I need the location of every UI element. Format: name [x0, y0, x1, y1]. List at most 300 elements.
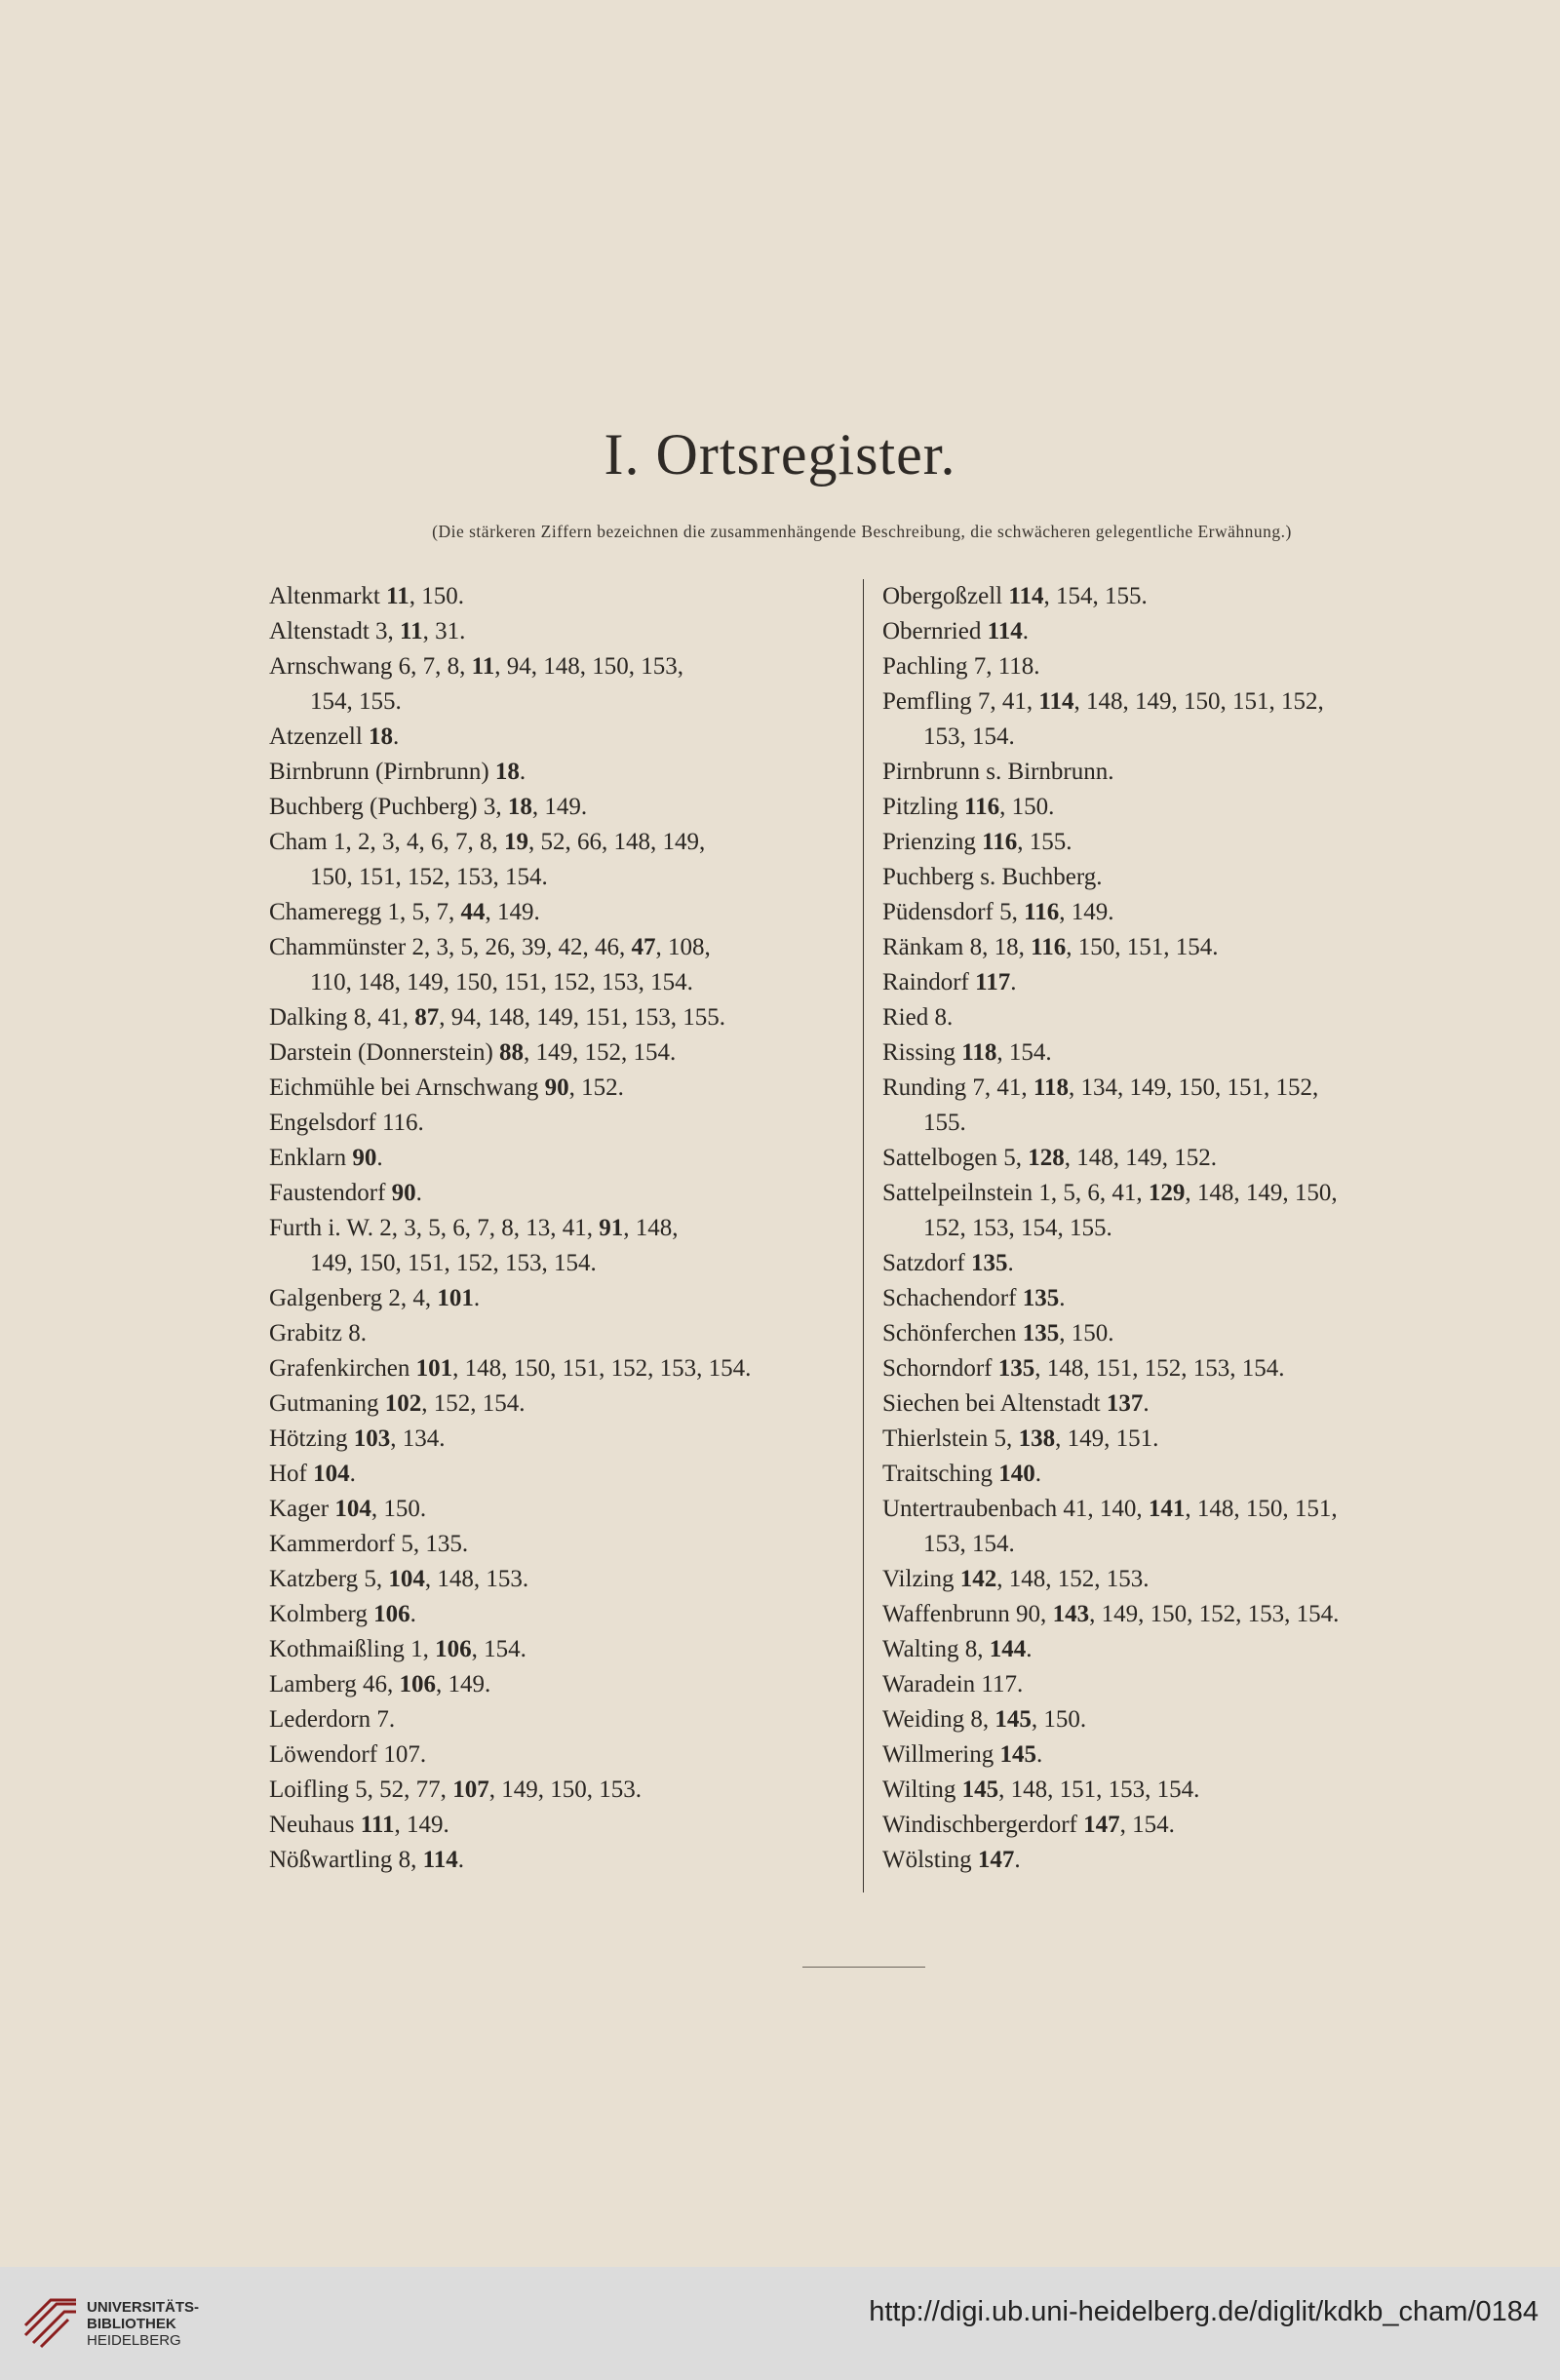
entry-text: , 148, 151, 153, 154.: [998, 1776, 1200, 1803]
main-page-reference: 101: [415, 1355, 453, 1382]
entry-text: Hof: [269, 1461, 314, 1487]
entry-text: , 149.: [531, 794, 588, 820]
main-page-reference: 106: [435, 1636, 472, 1662]
index-entry: [882, 1035, 1467, 1071]
entry-line: [269, 1351, 854, 1386]
entry-line: [269, 930, 854, 965]
main-page-reference: 114: [1008, 583, 1044, 609]
main-page-reference: 90: [544, 1074, 569, 1101]
entry-text: Altenstadt 3,: [269, 618, 401, 644]
entry-text: .: [457, 1847, 464, 1873]
entry-line: [882, 1071, 1467, 1106]
entry-text: Obergoßzell: [882, 583, 1009, 609]
entry-text: , 148, 153.: [424, 1566, 529, 1592]
entry-text: Grabitz 8.: [269, 1320, 367, 1346]
entry-text: Lamberg 46,: [269, 1671, 400, 1697]
index-entry: [269, 1035, 854, 1071]
entry-text: .: [1034, 1461, 1041, 1487]
entry-text: , 149, 150, 153.: [488, 1776, 642, 1803]
index-entry: [882, 614, 1467, 649]
entry-text: 153, 154.: [923, 723, 1015, 750]
index-entry: [269, 1562, 854, 1597]
column-divider: [863, 579, 864, 1892]
index-entry: [269, 1457, 854, 1492]
entry-line: [882, 1808, 1467, 1843]
entry-text: .: [415, 1180, 422, 1206]
index-entry: [269, 1141, 854, 1176]
ub-heidelberg-logo-icon[interactable]: [21, 2286, 80, 2349]
index-entry: [882, 860, 1467, 895]
entry-line: [269, 720, 854, 755]
entry-text: , 150.: [1031, 1706, 1087, 1733]
index-entry: [269, 614, 854, 649]
entry-line: [882, 1281, 1467, 1316]
entry-line: [882, 790, 1467, 825]
entry-text: , 149, 150, 152, 153, 154.: [1089, 1601, 1340, 1627]
entry-line: [269, 1035, 854, 1071]
entry-text: .: [1026, 1636, 1033, 1662]
index-entry: [882, 755, 1467, 790]
ub-heidelberg-logo-text[interactable]: [87, 2299, 199, 2349]
index-entry: [269, 1211, 854, 1281]
entry-text: , 148, 151, 152, 153, 154.: [1034, 1355, 1285, 1382]
entry-text: , 154.: [1119, 1812, 1175, 1838]
entry-text: , 94, 148, 150, 153,: [494, 653, 683, 680]
entry-text: Dalking 8, 41,: [269, 1004, 415, 1031]
entry-text: .: [349, 1461, 356, 1487]
entry-text: , 149.: [436, 1671, 491, 1697]
entry-text: Engelsdorf 116.: [269, 1110, 424, 1136]
entry-line: [882, 1422, 1467, 1457]
entry-line: [882, 1843, 1467, 1878]
entry-line: [269, 1597, 854, 1632]
main-page-reference: 106: [373, 1601, 410, 1627]
main-page-reference: 19: [503, 829, 528, 855]
entry-line: [269, 1843, 854, 1878]
entry-line: [882, 1316, 1467, 1351]
entry-text: .: [519, 759, 526, 785]
main-page-reference: 116: [982, 829, 1018, 855]
entry-line: [882, 1702, 1467, 1737]
entry-text: , 148, 149, 150, 151, 152,: [1073, 688, 1324, 715]
main-page-reference: 47: [631, 934, 656, 960]
main-page-reference: 145: [961, 1776, 999, 1803]
entry-text: Schachendorf: [882, 1285, 1023, 1311]
entry-text: , 155.: [1017, 829, 1072, 855]
index-entry: [882, 1808, 1467, 1843]
main-page-reference: 144: [989, 1636, 1027, 1662]
index-column-left: [269, 579, 854, 1878]
entry-text: .: [376, 1145, 383, 1171]
main-page-reference: 114: [1038, 688, 1074, 715]
main-page-reference: 118: [1033, 1074, 1069, 1101]
entry-text: Wilting: [882, 1776, 962, 1803]
entry-text: , 150.: [409, 583, 464, 609]
entry-text: Neuhaus: [269, 1812, 361, 1838]
entry-text: 149, 150, 151, 152, 153, 154.: [310, 1250, 597, 1276]
entry-line: [269, 1457, 854, 1492]
main-page-reference: 11: [471, 653, 495, 680]
main-page-reference: 117: [975, 969, 1011, 995]
entry-text: Runding 7, 41,: [882, 1074, 1034, 1101]
main-page-reference: 116: [964, 794, 1000, 820]
entry-text: Kager: [269, 1496, 335, 1522]
main-page-reference: 129: [1148, 1180, 1186, 1206]
entry-line: [882, 1246, 1467, 1281]
entry-text: , 148, 150, 151, 152, 153, 154.: [452, 1355, 752, 1382]
main-page-reference: 141: [1148, 1496, 1186, 1522]
index-entry: [269, 1737, 854, 1773]
entry-text: Waffenbrunn 90,: [882, 1601, 1053, 1627]
index-entry: [882, 1422, 1467, 1457]
main-page-reference: 145: [999, 1741, 1036, 1768]
index-entry: [882, 1176, 1467, 1246]
entry-text: Altenmarkt: [269, 583, 387, 609]
entry-line: [269, 1316, 854, 1351]
entry-text: , 149.: [1059, 899, 1114, 925]
entry-text: , 154.: [996, 1039, 1052, 1066]
index-entry: [882, 1071, 1467, 1141]
main-page-reference: 116: [1024, 899, 1060, 925]
main-page-reference: 143: [1052, 1601, 1090, 1627]
entry-text: Schorndorf: [882, 1355, 998, 1382]
entry-line: [882, 1141, 1467, 1176]
entry-line: [269, 1632, 854, 1667]
main-page-reference: 11: [386, 583, 410, 609]
entry-text: , 149, 151.: [1055, 1425, 1159, 1452]
index-entry: [269, 1281, 854, 1316]
entry-text: , 150.: [999, 794, 1055, 820]
main-page-reference: 102: [384, 1390, 422, 1417]
entry-text: Atzenzell: [269, 723, 370, 750]
entry-text: , 150.: [370, 1496, 427, 1522]
main-page-reference: 118: [961, 1039, 997, 1066]
main-page-reference: 101: [437, 1285, 474, 1311]
main-page-reference: 111: [360, 1812, 395, 1838]
entry-line: [882, 1457, 1467, 1492]
entry-line: [882, 1632, 1467, 1667]
entry-text: , 154, 155.: [1043, 583, 1148, 609]
entry-line: [269, 790, 854, 825]
entry-text: Wölsting: [882, 1847, 978, 1873]
entry-continuation-line: [269, 860, 854, 895]
entry-continuation-line: [882, 1527, 1467, 1562]
permalink-url[interactable]: http://digi.ub.uni-heidelberg.de/diglit/kdkb_cham/0184: [869, 2296, 1539, 2327]
entry-line: [882, 649, 1467, 684]
entry-text: Untertraubenbach 41, 140,: [882, 1496, 1149, 1522]
logo-line-3: HEIDELBERG: [87, 2332, 181, 2349]
main-page-reference: 90: [391, 1180, 416, 1206]
entry-line: [882, 614, 1467, 649]
index-entry: [882, 825, 1467, 860]
entry-line: [882, 579, 1467, 614]
entry-text: , 148, 149, 150,: [1185, 1180, 1338, 1206]
entry-line: [882, 965, 1467, 1000]
entry-line: [269, 755, 854, 790]
main-page-reference: 103: [353, 1425, 391, 1452]
entry-text: , 134, 149, 150, 151, 152,: [1069, 1074, 1319, 1101]
entry-text: , 148, 152, 153.: [996, 1566, 1150, 1592]
index-entry: [882, 1246, 1467, 1281]
index-entry: [882, 1843, 1467, 1878]
entry-text: Pachling 7, 118.: [882, 653, 1040, 680]
index-entry: [882, 1667, 1467, 1702]
entry-line: [269, 1281, 854, 1316]
entry-line: [269, 649, 854, 684]
entry-text: .: [1014, 1847, 1021, 1873]
index-entry: [269, 755, 854, 790]
page-title: I. Ortsregister.: [604, 422, 956, 487]
entry-text: .: [473, 1285, 481, 1311]
index-entry: [269, 1843, 854, 1878]
entry-text: Galgenberg 2, 4,: [269, 1285, 438, 1311]
entry-line: [269, 1562, 854, 1597]
main-page-reference: 135: [997, 1355, 1035, 1382]
entry-line: [269, 1176, 854, 1211]
entry-line: [269, 1737, 854, 1773]
index-entry: [882, 1351, 1467, 1386]
entry-text: , 150.: [1059, 1320, 1114, 1346]
main-page-reference: 147: [1083, 1812, 1120, 1838]
entry-line: [882, 1737, 1467, 1773]
entry-text: , 148, 149, 152.: [1064, 1145, 1218, 1171]
main-page-reference: 104: [334, 1496, 371, 1522]
entry-line: [269, 614, 854, 649]
entry-text: , 52, 66, 148, 149,: [527, 829, 706, 855]
index-entry: [882, 1597, 1467, 1632]
main-page-reference: 147: [977, 1847, 1015, 1873]
entry-text: , 149, 152, 154.: [524, 1039, 677, 1066]
main-page-reference: 18: [494, 759, 520, 785]
main-page-reference: 104: [313, 1461, 350, 1487]
entry-text: .: [410, 1601, 416, 1627]
index-entry: [269, 895, 854, 930]
entry-text: Lederdorn 7.: [269, 1706, 396, 1733]
index-entry: [269, 1351, 854, 1386]
entry-text: 152, 153, 154, 155.: [923, 1215, 1112, 1241]
entry-text: , 94, 148, 149, 151, 153, 155.: [439, 1004, 726, 1031]
main-page-reference: 128: [1028, 1145, 1065, 1171]
entry-line: [269, 1386, 854, 1422]
entry-text: Thierlstein 5,: [882, 1425, 1019, 1452]
entry-line: [269, 1492, 854, 1527]
main-page-reference: 140: [998, 1461, 1035, 1487]
entry-text: Enklarn: [269, 1145, 353, 1171]
entry-text: , 150, 151, 154.: [1066, 934, 1219, 960]
entry-text: Löwendorf 107.: [269, 1741, 427, 1768]
index-entry: [882, 1386, 1467, 1422]
entry-line: [269, 1702, 854, 1737]
main-page-reference: 135: [970, 1250, 1008, 1276]
entry-text: Püdensdorf 5,: [882, 899, 1025, 925]
entry-text: Gutmaning: [269, 1390, 385, 1417]
entry-text: Waradein 117.: [882, 1671, 1024, 1697]
entry-line: [269, 1773, 854, 1808]
index-entry: [269, 790, 854, 825]
entry-text: Satzdorf: [882, 1250, 971, 1276]
entry-text: , 152.: [568, 1074, 624, 1101]
main-page-reference: 135: [1022, 1285, 1060, 1311]
main-page-reference: 91: [599, 1215, 624, 1241]
entry-text: Traitsching: [882, 1461, 999, 1487]
entry-text: , 31.: [422, 618, 466, 644]
main-page-reference: 138: [1018, 1425, 1056, 1452]
index-entry: [269, 720, 854, 755]
entry-text: , 134.: [390, 1425, 446, 1452]
entry-text: .: [1022, 618, 1029, 644]
entry-text: , 148,: [623, 1215, 679, 1241]
viewer-footer: [0, 2267, 1560, 2380]
main-page-reference: 114: [422, 1847, 458, 1873]
entry-text: .: [1059, 1285, 1066, 1311]
logo-line-1: UNIVERSITÄTS-: [87, 2299, 200, 2316]
page-subtitle: (Die stärkeren Ziffern bezeichnen die zusammenhängende Beschreibung, die schwächeren gelegentliche Erwähnung.): [432, 522, 1292, 541]
entry-text: 153, 154.: [923, 1531, 1015, 1557]
index-entry: [269, 930, 854, 1000]
index-entry: [269, 649, 854, 720]
entry-line: [882, 1000, 1467, 1035]
entry-line: [269, 1000, 854, 1035]
index-entry: [269, 579, 854, 614]
entry-text: Vilzing: [882, 1566, 960, 1592]
main-page-reference: 87: [414, 1004, 440, 1031]
entry-line: [882, 755, 1467, 790]
entry-text: .: [1007, 1250, 1014, 1276]
entry-text: Pirnbrunn s. Birnbrunn.: [882, 759, 1114, 785]
main-page-reference: 114: [987, 618, 1023, 644]
main-page-reference: 145: [994, 1706, 1032, 1733]
entry-text: Pemfling 7, 41,: [882, 688, 1039, 715]
index-entry: [882, 1141, 1467, 1176]
main-page-reference: 90: [352, 1145, 377, 1171]
entry-text: .: [1036, 1741, 1043, 1768]
entry-continuation-line: [882, 720, 1467, 755]
index-entry: [882, 684, 1467, 755]
entry-line: [269, 1422, 854, 1457]
entry-line: [269, 1667, 854, 1702]
entry-line: [269, 1141, 854, 1176]
index-entry: [882, 1737, 1467, 1773]
entry-text: Arnschwang 6, 7, 8,: [269, 653, 472, 680]
entry-text: Chameregg 1, 5, 7,: [269, 899, 461, 925]
entry-continuation-line: [269, 1246, 854, 1281]
main-page-reference: 135: [1022, 1320, 1060, 1346]
index-entry: [882, 1457, 1467, 1492]
entry-text: Kammerdorf 5, 135.: [269, 1531, 469, 1557]
entry-line: [269, 1527, 854, 1562]
main-page-reference: 104: [388, 1566, 425, 1592]
entry-text: 155.: [923, 1110, 966, 1136]
logo-line-2: BIBLIOTHEK: [87, 2316, 176, 2332]
entry-text: , 154.: [471, 1636, 526, 1662]
entry-line: [882, 684, 1467, 720]
closing-rule: [802, 1967, 925, 1968]
entry-text: Prienzing: [882, 829, 983, 855]
index-entry: [269, 1106, 854, 1141]
index-entry: [882, 1773, 1467, 1808]
entry-text: Loifling 5, 52, 77,: [269, 1776, 453, 1803]
index-entry: [269, 1702, 854, 1737]
index-entry: [882, 1492, 1467, 1562]
entry-text: Furth i. W. 2, 3, 5, 6, 7, 8, 13, 41,: [269, 1215, 600, 1241]
entry-text: , 148, 150, 151,: [1185, 1496, 1338, 1522]
index-entry: [269, 1422, 854, 1457]
index-entry: [269, 1773, 854, 1808]
index-column-right: [882, 579, 1467, 1878]
entry-text: Raindorf: [882, 969, 976, 995]
index-entry: [882, 965, 1467, 1000]
entry-text: Walting 8,: [882, 1636, 990, 1662]
entry-text: Siechen bei Altenstadt: [882, 1390, 1107, 1417]
main-page-reference: 107: [452, 1776, 489, 1803]
index-entry: [882, 1281, 1467, 1316]
main-page-reference: 116: [1031, 934, 1067, 960]
main-page-reference: 18: [369, 723, 394, 750]
entry-text: Buchberg (Puchberg) 3,: [269, 794, 508, 820]
entry-line: [882, 1492, 1467, 1527]
entry-line: [269, 895, 854, 930]
entry-line: [882, 1773, 1467, 1808]
index-entry: [269, 1071, 854, 1106]
entry-text: , 149.: [485, 899, 540, 925]
entry-line: [882, 895, 1467, 930]
entry-text: Rissing: [882, 1039, 962, 1066]
entry-line: [882, 1562, 1467, 1597]
entry-text: Grafenkirchen: [269, 1355, 416, 1382]
entry-text: , 152, 154.: [421, 1390, 526, 1417]
entry-continuation-line: [882, 1211, 1467, 1246]
entry-text: Weiding 8,: [882, 1706, 995, 1733]
index-entry: [269, 1492, 854, 1527]
entry-text: Chammünster 2, 3, 5, 26, 39, 42, 46,: [269, 934, 632, 960]
entry-line: [882, 1351, 1467, 1386]
main-page-reference: 11: [400, 618, 423, 644]
entry-continuation-line: [882, 1106, 1467, 1141]
main-page-reference: 18: [507, 794, 532, 820]
index-entry: [269, 1527, 854, 1562]
entry-line: [882, 860, 1467, 895]
entry-text: 150, 151, 152, 153, 154.: [310, 864, 548, 890]
entry-line: [882, 1597, 1467, 1632]
entry-line: [269, 1106, 854, 1141]
entry-text: Eichmühle bei Arnschwang: [269, 1074, 545, 1101]
entry-line: [882, 1176, 1467, 1211]
entry-text: Darstein (Donnerstein): [269, 1039, 500, 1066]
entry-text: 110, 148, 149, 150, 151, 152, 153, 154.: [310, 969, 693, 995]
entry-text: Cham 1, 2, 3, 4, 6, 7, 8,: [269, 829, 504, 855]
main-page-reference: 137: [1106, 1390, 1144, 1417]
entry-text: Sattelbogen 5,: [882, 1145, 1029, 1171]
index-entry: [882, 649, 1467, 684]
entry-text: , 149.: [394, 1812, 449, 1838]
index-entry: [269, 1000, 854, 1035]
entry-line: [882, 1667, 1467, 1702]
entry-continuation-line: [269, 965, 854, 1000]
index-entry: [269, 1597, 854, 1632]
entry-text: .: [1010, 969, 1017, 995]
entry-line: [882, 825, 1467, 860]
index-entry: [882, 1632, 1467, 1667]
entry-line: [269, 1211, 854, 1246]
index-entry: [269, 1176, 854, 1211]
entry-line: [882, 1386, 1467, 1422]
entry-text: Kothmaißling 1,: [269, 1636, 436, 1662]
entry-text: Puchberg s. Buchberg.: [882, 864, 1103, 890]
entry-text: Sattelpeilnstein 1, 5, 6, 41,: [882, 1180, 1149, 1206]
main-page-reference: 44: [460, 899, 486, 925]
entry-line: [882, 930, 1467, 965]
entry-text: .: [1143, 1390, 1150, 1417]
